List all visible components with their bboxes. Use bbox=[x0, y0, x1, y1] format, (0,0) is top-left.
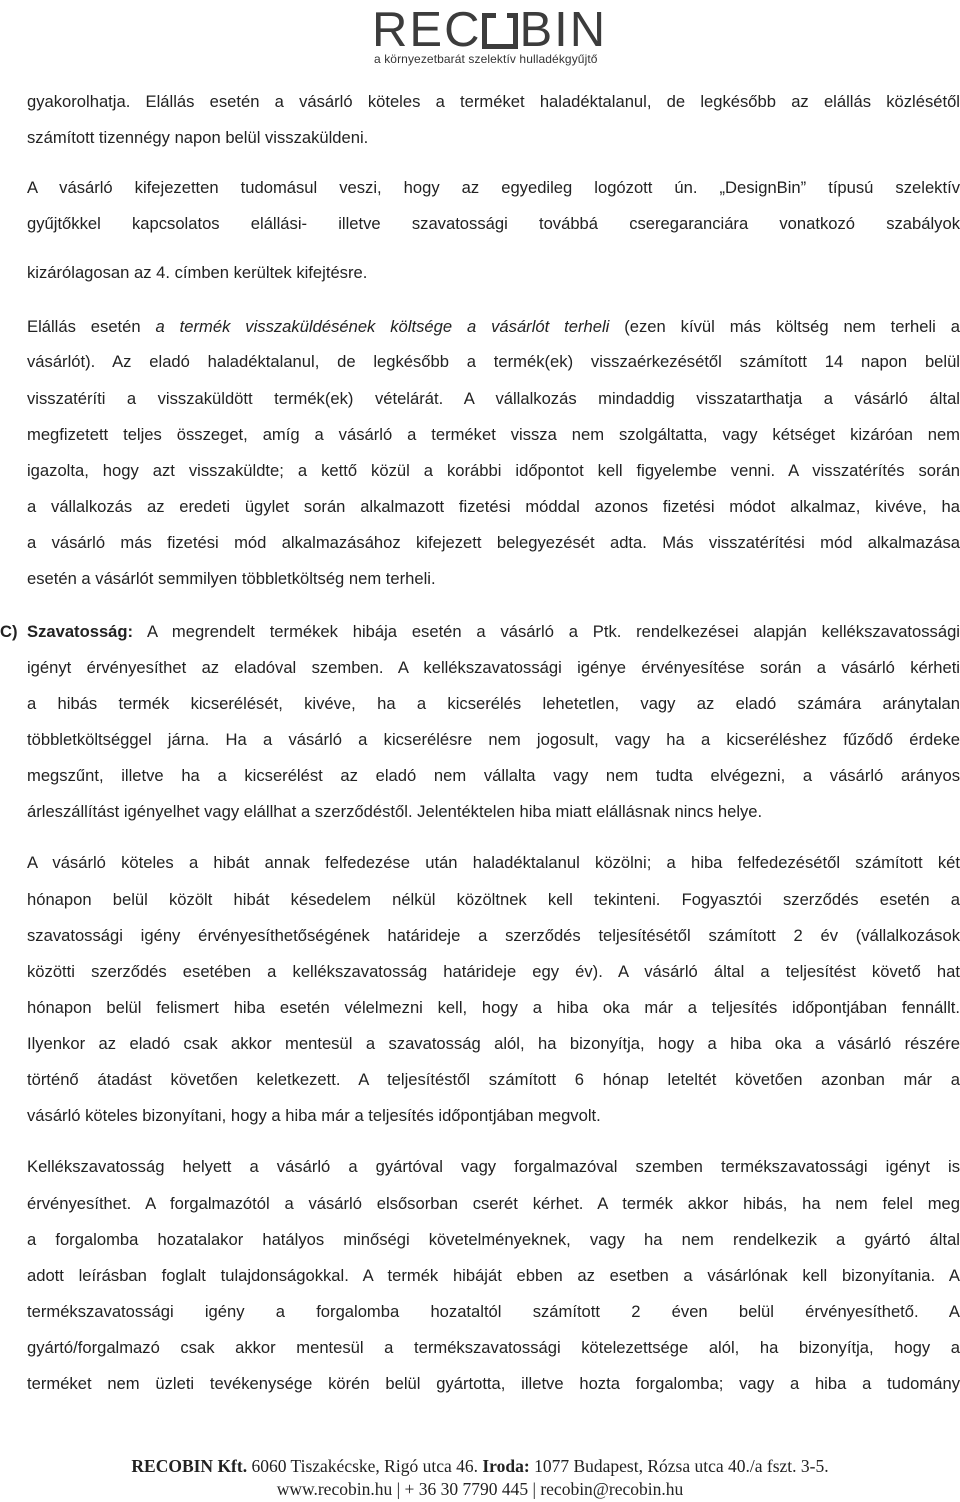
text-line: a vállalkozás az eredeti ügylet során alkalmazott fizetési móddal azonos fizetési módot alkalmaz, kivéve, ha bbox=[27, 497, 960, 516]
footer-office-address: 1077 Budapest, Rózsa utca 40./a fszt. 3-5. bbox=[529, 1456, 829, 1476]
text-line: A vásárló kifejezetten tudomásul veszi, hogy az egyedileg logózott ún. „DesignBin” típusú szelektív bbox=[27, 178, 960, 197]
logo-word-right: BIN bbox=[519, 3, 608, 57]
text-line: igényt érvényesíthet az eladóval szemben. A kellékszavatossági igénye érvényesítése során a vásárló kérheti bbox=[27, 658, 960, 677]
text-line: Ilyenkor az eladó csak akkor mentesül a szavatosság alól, ha bizonyítja, hogy a hiba oka a vásárló részére bbox=[27, 1034, 960, 1053]
text-line: gyakorolhatja. Elállás esetén a vásárló köteles a terméket haladéktalanul, de legkésőbb az elállás közlésétől bbox=[27, 92, 960, 111]
text-line: szavatossági igény érvényesíthetőségének határideje a szerződés teljesítésétől számított 2 év (vállalkozások bbox=[27, 926, 960, 945]
text-segment: Elállás esetén bbox=[27, 317, 156, 336]
text-line: termékszavatossági igény a forgalomba hozataltól számított 2 éven belül érvényesíthető. A bbox=[27, 1302, 960, 1321]
footer-address: 6060 Tiszakécske, Rigó utca 46. bbox=[247, 1456, 483, 1476]
text-line: visszatéríti a visszaküldött termék(ek) vételárát. A vállalkozás mindaddig visszatarthatja a vásárló által bbox=[27, 389, 960, 408]
text-segment: A megrendelt termékek hibája esetén a vásárló a Ptk. rendelkezései alapján kellékszavatossági bbox=[133, 622, 960, 641]
text-line: árleszállítást igényelhet vagy elállhat a szerződéstől. Jelentéktelen hiba miatt elállásnak nincs helye. bbox=[27, 802, 763, 821]
text-line: többletköltséggel járna. Ha a vásárló a kicserélésre nem jogosult, vagy ha a kicseréléshez fűződő érdeke bbox=[27, 730, 960, 749]
bin-icon bbox=[482, 13, 518, 49]
text-segment: (ezen kívül más költség nem terheli a bbox=[609, 317, 960, 336]
logo-word-left: REC bbox=[372, 3, 482, 57]
text-line: vásárló köteles bizonyítani, hogy a hiba már a teljesítés időpontjában megvolt. bbox=[27, 1106, 601, 1125]
logo-wordmark bbox=[372, 4, 607, 56]
footer-address-line bbox=[0, 1456, 960, 1476]
text-line: hónapon belül felismert hiba esetén vélelmezni kell, hogy a hiba oka már a teljesítés időpontjában fennállt. bbox=[27, 998, 960, 1017]
text-line: vásárlót). Az eladó haladéktalanul, de legkésőbb a termék(ek) visszaérkezésétől számított 14 napon belül bbox=[27, 352, 960, 371]
footer-contact: www.recobin.hu | + 36 30 7790 445 | recobin@recobin.hu bbox=[276, 1479, 684, 1499]
logo-tagline: a környezetbarát szelektív hulladékgyűjtő bbox=[374, 52, 598, 66]
text-line: a forgalomba hozatalakor hatályos minőségi követelményeknek, vagy ha nem rendelkezik a gyártó által bbox=[27, 1230, 960, 1249]
recobin-logo bbox=[372, 4, 616, 68]
text-line: közötti szerződés esetében a kellékszavatosság határideje egy év). A vásárló által a teljesítést követő hat bbox=[27, 962, 960, 981]
section-marker: C) bbox=[0, 622, 18, 641]
section-heading: Szavatosság: bbox=[27, 622, 134, 641]
text-line: kizárólagosan az 4. címben kerültek kifejtésre. bbox=[27, 263, 368, 282]
text-line bbox=[27, 622, 960, 642]
text-line bbox=[27, 317, 960, 337]
text-line: megszűnt, illetve ha a kicserélést az eladó nem vállalta vagy nem tudta elvégezni, a vásárló arányos bbox=[27, 766, 960, 785]
text-line: adott leírásban foglalt tulajdonságokkal. A termék hibáját ebben az esetben a vásárlónak kell bizonyítania. A bbox=[27, 1266, 960, 1285]
text-line: gyűjtőkkel kapcsolatos elállási- illetve szavatossági továbbá cseregaranciára vonatkozó szabályok bbox=[27, 214, 960, 233]
italic-emphasis: a termék visszaküldésének költsége a vásárlót terheli bbox=[155, 317, 610, 336]
text-line: A vásárló köteles a hibát annak felfedezése után haladéktalanul közölni; a hiba felfedezésétől számított két bbox=[27, 853, 960, 872]
text-line: terméket nem üzleti tevékenysége körén belül gyártotta, illetve hozta forgalomba; vagy a hiba a tudomány bbox=[27, 1374, 960, 1393]
footer-office-label: Iroda: bbox=[482, 1456, 530, 1476]
text-line: érvényesíthet. A forgalmazótól a vásárló elsősorban cserét kérhet. A termék akkor hibás, ha nem felel meg bbox=[27, 1194, 960, 1213]
text-line: a vásárló más fizetési mód alkalmazásához kifejezett belegyezését adta. Más visszatérítési mód alkalmazása bbox=[27, 533, 960, 552]
text-line: megfizetett teljes összeget, amíg a vásárló a terméket vissza nem szolgáltatta, vagy kétséget kizáróan nem bbox=[27, 425, 960, 444]
text-line: hónapon belül közölt hibát késedelem nélkül közöltnek kell tekinteni. Fogyasztói szerződés esetén a bbox=[27, 890, 960, 909]
text-line: esetén a vásárlót semmilyen többletköltség nem terheli. bbox=[27, 569, 436, 588]
footer-company: RECOBIN Kft. bbox=[131, 1456, 248, 1476]
text-line: számított tizennégy napon belül visszaküldeni. bbox=[27, 128, 369, 147]
text-line: történő átadást követően keletkezett. A teljesítéstől számított 6 hónap leteltét követően azonban már a bbox=[27, 1070, 960, 1089]
text-line: igazolta, hogy azt visszaküldte; a kettő közül a korábbi időpontot kell figyelembe venni. A visszatérítés során bbox=[27, 461, 960, 480]
text-line: gyártó/forgalmazó csak akkor mentesül a termékszavatossági kötelezettsége alól, ha bizonyítja, hogy a bbox=[27, 1338, 960, 1357]
text-line: a hibás termék kicserélését, kivéve, ha a kicserélés lehetetlen, vagy az eladó számára aránytalan bbox=[27, 694, 960, 713]
text-line: Kellékszavatosság helyett a vásárló a gyártóval vagy forgalmazóval szemben termékszavatossági igényt is bbox=[27, 1157, 960, 1176]
